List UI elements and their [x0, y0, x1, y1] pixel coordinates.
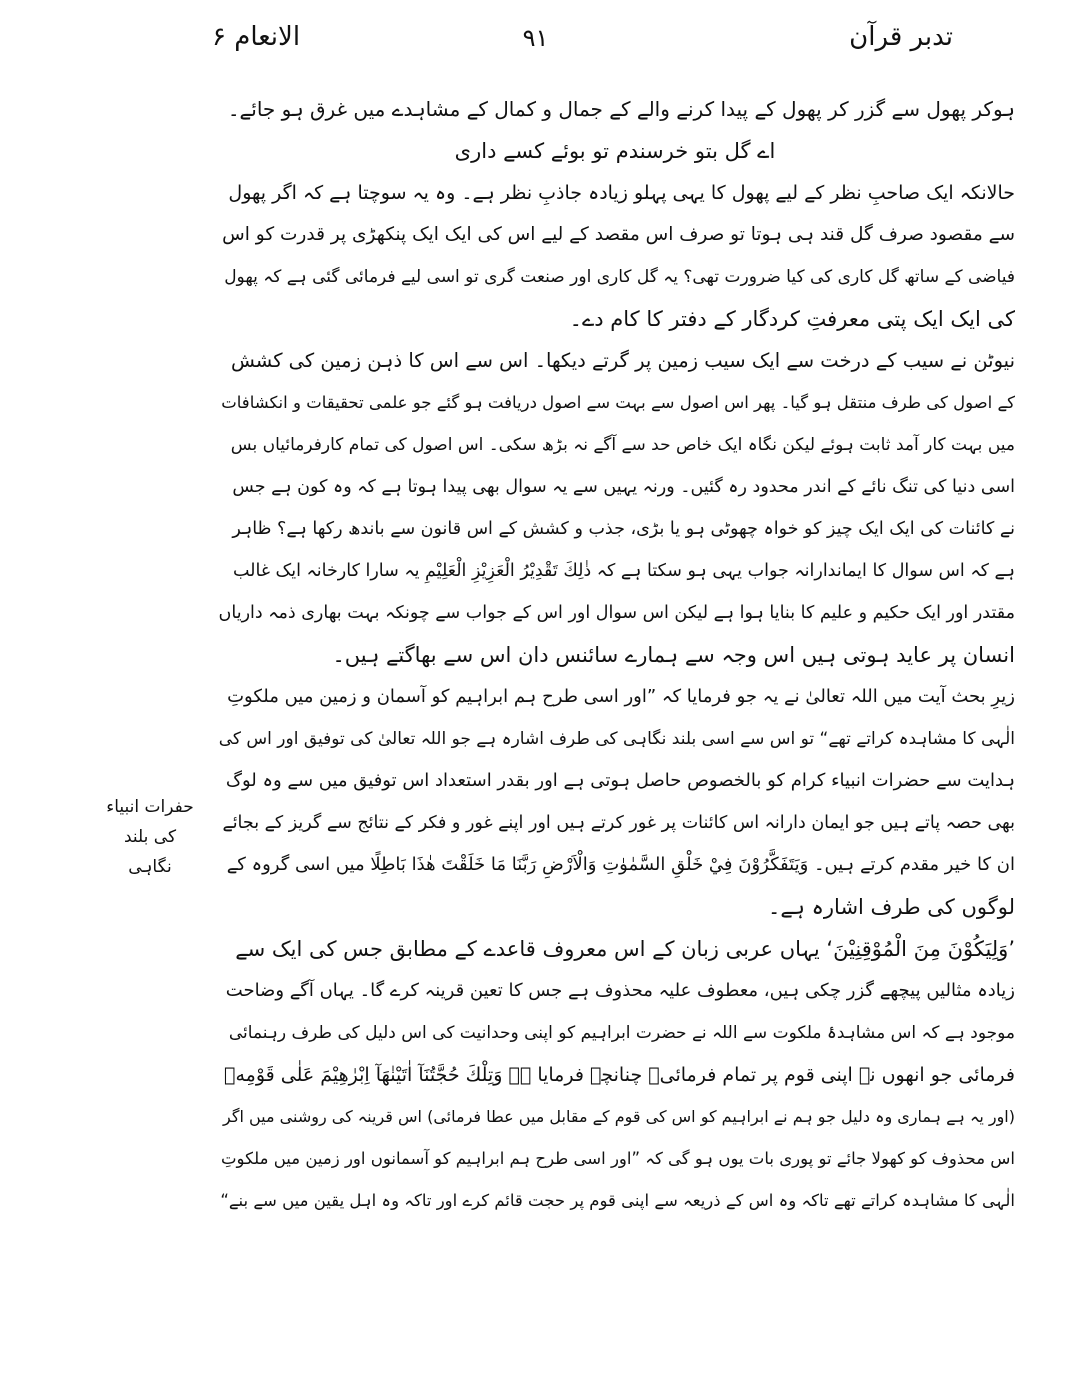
margin-note — [100, 792, 200, 882]
paragraph — [215, 676, 1015, 928]
text-line: زیادہ مثالیں پیچھے گزر چکی ہیں، معطوف علیہ محذوف ہے جس کا تعین قرینہ کرے گا۔ یہاں آگے وضاحت — [225, 980, 1015, 1001]
text-line: لوگوں کی طرف اشارہ ہے۔ — [768, 895, 1015, 919]
text-line: اسی دنیا کی تنگ نائے کے اندر محدود رہ گئیں۔ ورنہ یہیں سے یہ سوال بھی پیدا ہوتا ہے کہ وہ کون ہے جس — [232, 477, 1015, 497]
text-line: اے گل بتو خرسندم تو بوئے کسے داری — [454, 139, 776, 163]
verse-couplet — [215, 130, 1015, 172]
text-line: ان کا خیر مقدم کرتے ہیں۔ وَيَتَفَكَّرُوْنَ فِيْ خَلْقِ السَّمٰوٰتِ وَالْاَرْضِ رَبَّنَا مَا خَلَقْتَ هٰذَا بَاطِلًا میں اسی گروہ کے — [226, 854, 1015, 875]
text-line: انسان پر عاید ہوتی ہیں اس وجہ سے ہمارے سائنس دان اس سے بھاگتے ہیں۔ — [332, 643, 1015, 667]
text-line: نیوٹن نے سیب کے درخت سے ایک سیب زمین پر گرتے دیکھا۔ اس سے اس کا ذہن زمین کی کشش — [230, 349, 1015, 372]
text-line: موجود ہے کہ اس مشاہدۂ ملکوت سے اللہ نے حضرت ابراہیم کو اپنی وحدانیت کی اس دلیل کی طرف رہنمائی — [228, 1023, 1015, 1043]
text-line: مقتدر اور ایک حکیم و علیم کا بنایا ہوا ہے لیکن اس سوال اور اس کے جواب سے چونکہ بہت بھاری ذمہ داریاں — [218, 603, 1015, 623]
text-line: (اور یہ ہے ہماری وہ دلیل جو ہم نے ابراہیم کو اس کی قوم کے مقابل میں عطا فرمائی) اس قرینہ کی روشنی میں اگر — [223, 1107, 1015, 1126]
surah-name: الانعام ۶ — [212, 22, 301, 52]
text-line: الٰہی کا مشاہدہ کراتے تھے“ تو اس سے اسی بلند نگاہی کی طرف اشارہ ہے جو اللہ تعالیٰ کی توفیق اور اس کی — [218, 729, 1015, 749]
text-line: ہدایت سے حضرات انبیاء کرام کو بالخصوص حاصل ہوتی ہے اور بقدر استعداد اس توفیق میں سے وہ لوگ — [225, 770, 1015, 791]
paragraph — [215, 88, 1015, 130]
text-line: بھی حصہ پاتے ہیں جو ایمان دارانہ اس کائنات پر غور کرتے ہیں اور اپنے غور و فکر کے نتائج سے گریز کے بجائے — [222, 813, 1015, 833]
text-line: حالانکہ ایک صاحبِ نظر کے لیے پھول کا یہی پہلو زیادہ جاذبِ نظر ہے۔ وہ یہ سوچتا ہے کہ اگر پھول — [228, 182, 1015, 204]
body-text — [215, 88, 1015, 1222]
text-line: زیرِ بحث آیت میں اللہ تعالیٰ نے یہ جو فرمایا کہ ”اور اسی طرح ہم ابراہیم کو آسمان و زمین میں ملکوتِ — [227, 686, 1015, 707]
text-line: فیاضی کے ساتھ گل کاری کی کیا ضرورت تھی؟ یہ گل کاری اور صنعت گری تو اسی لیے فرمائی گئی ہے کہ پھول — [224, 267, 1015, 287]
text-line: نے کائنات کی ایک ایک چیز کو خواہ چھوٹی ہو یا بڑی، جذب و کشش کے اس قانون سے باندھ رکھا ہے؟ ظاہر — [232, 519, 1015, 539]
paragraph — [215, 928, 1015, 1222]
text-line: کے اصول کی طرف منتقل ہو گیا۔ پھر اس اصول سے بہت سے اصول دریافت ہو گئے جو علمی تحقیقات و انکشافات — [221, 393, 1015, 412]
paragraph — [215, 172, 1015, 340]
text-line: الٰہی کا مشاہدہ کراتے تھے تاکہ وہ اس کے ذریعہ سے اپنی قوم پر حجت قائم کرے اور تاکہ وہ اہل یقین میں سے بنے“ — [220, 1191, 1015, 1210]
text-line: ہوکر پھول سے گزر کر پھول کے پیدا کرنے والے کے جمال و کمال کے مشاہدے میں غرق ہو جائے۔ — [227, 97, 1015, 121]
margin-note-line: کی بلند نگاہی — [123, 827, 177, 877]
page-header — [0, 14, 1071, 64]
text-line: کی ایک ایک پتی معرفتِ کردگار کے دفتر کا کام دے۔ — [569, 307, 1015, 331]
text-line: اس محذوف کو کھولا جائے تو پوری بات یوں ہو گی کہ ”اور اسی طرح ہم ابراہیم کو آسمانوں اور زمین میں ملکوتِ — [221, 1149, 1015, 1168]
margin-note-line: حفرات انبیاء — [106, 797, 194, 817]
text-line: ’وَلِيَكُوْنَ مِنَ الْمُوْقِنِيْنَ‘ یہاں عربی زبان کے اس معروف قاعدے کے مطابق جس کی ایک سے — [235, 937, 1015, 961]
page-number: ۹۱ — [522, 24, 549, 52]
text-line: ہے کہ اس سوال کا ایماندارانہ جواب یہی ہو سکتا ہے کہ ذٰلِكَ تَقْدِيْرُ الْعَزِيْزِ الْعَلِيْمِ یہ سارا کارخانہ ایک غالب — [233, 561, 1015, 581]
text-line: سے مقصود صرف گل قند ہی ہوتا تو صرف اس مقصد کے لیے اس کی ایک ایک پنکھڑی پر قدرت کو اس — [222, 224, 1015, 245]
text-line: میں بہت کار آمد ثابت ہوئے لیکن نگاہ ایک خاص حد سے آگے نہ بڑھ سکی۔ اس اصول کی تمام کارفرمائیاں بس — [230, 435, 1015, 455]
book-title: تدبر قرآن — [849, 22, 953, 52]
paragraph — [215, 340, 1015, 676]
text-line: فرمائی جو انھوں نے اپنی قوم پر تمام فرمائی۔ چنانچہ فرمایا ہے وَتِلْكَ حُجَّتُنَآ اٰتَيْنٰهَآ اِبْرٰهِيْمَ عَلٰى قَوْمِهٖ — [224, 1064, 1015, 1086]
